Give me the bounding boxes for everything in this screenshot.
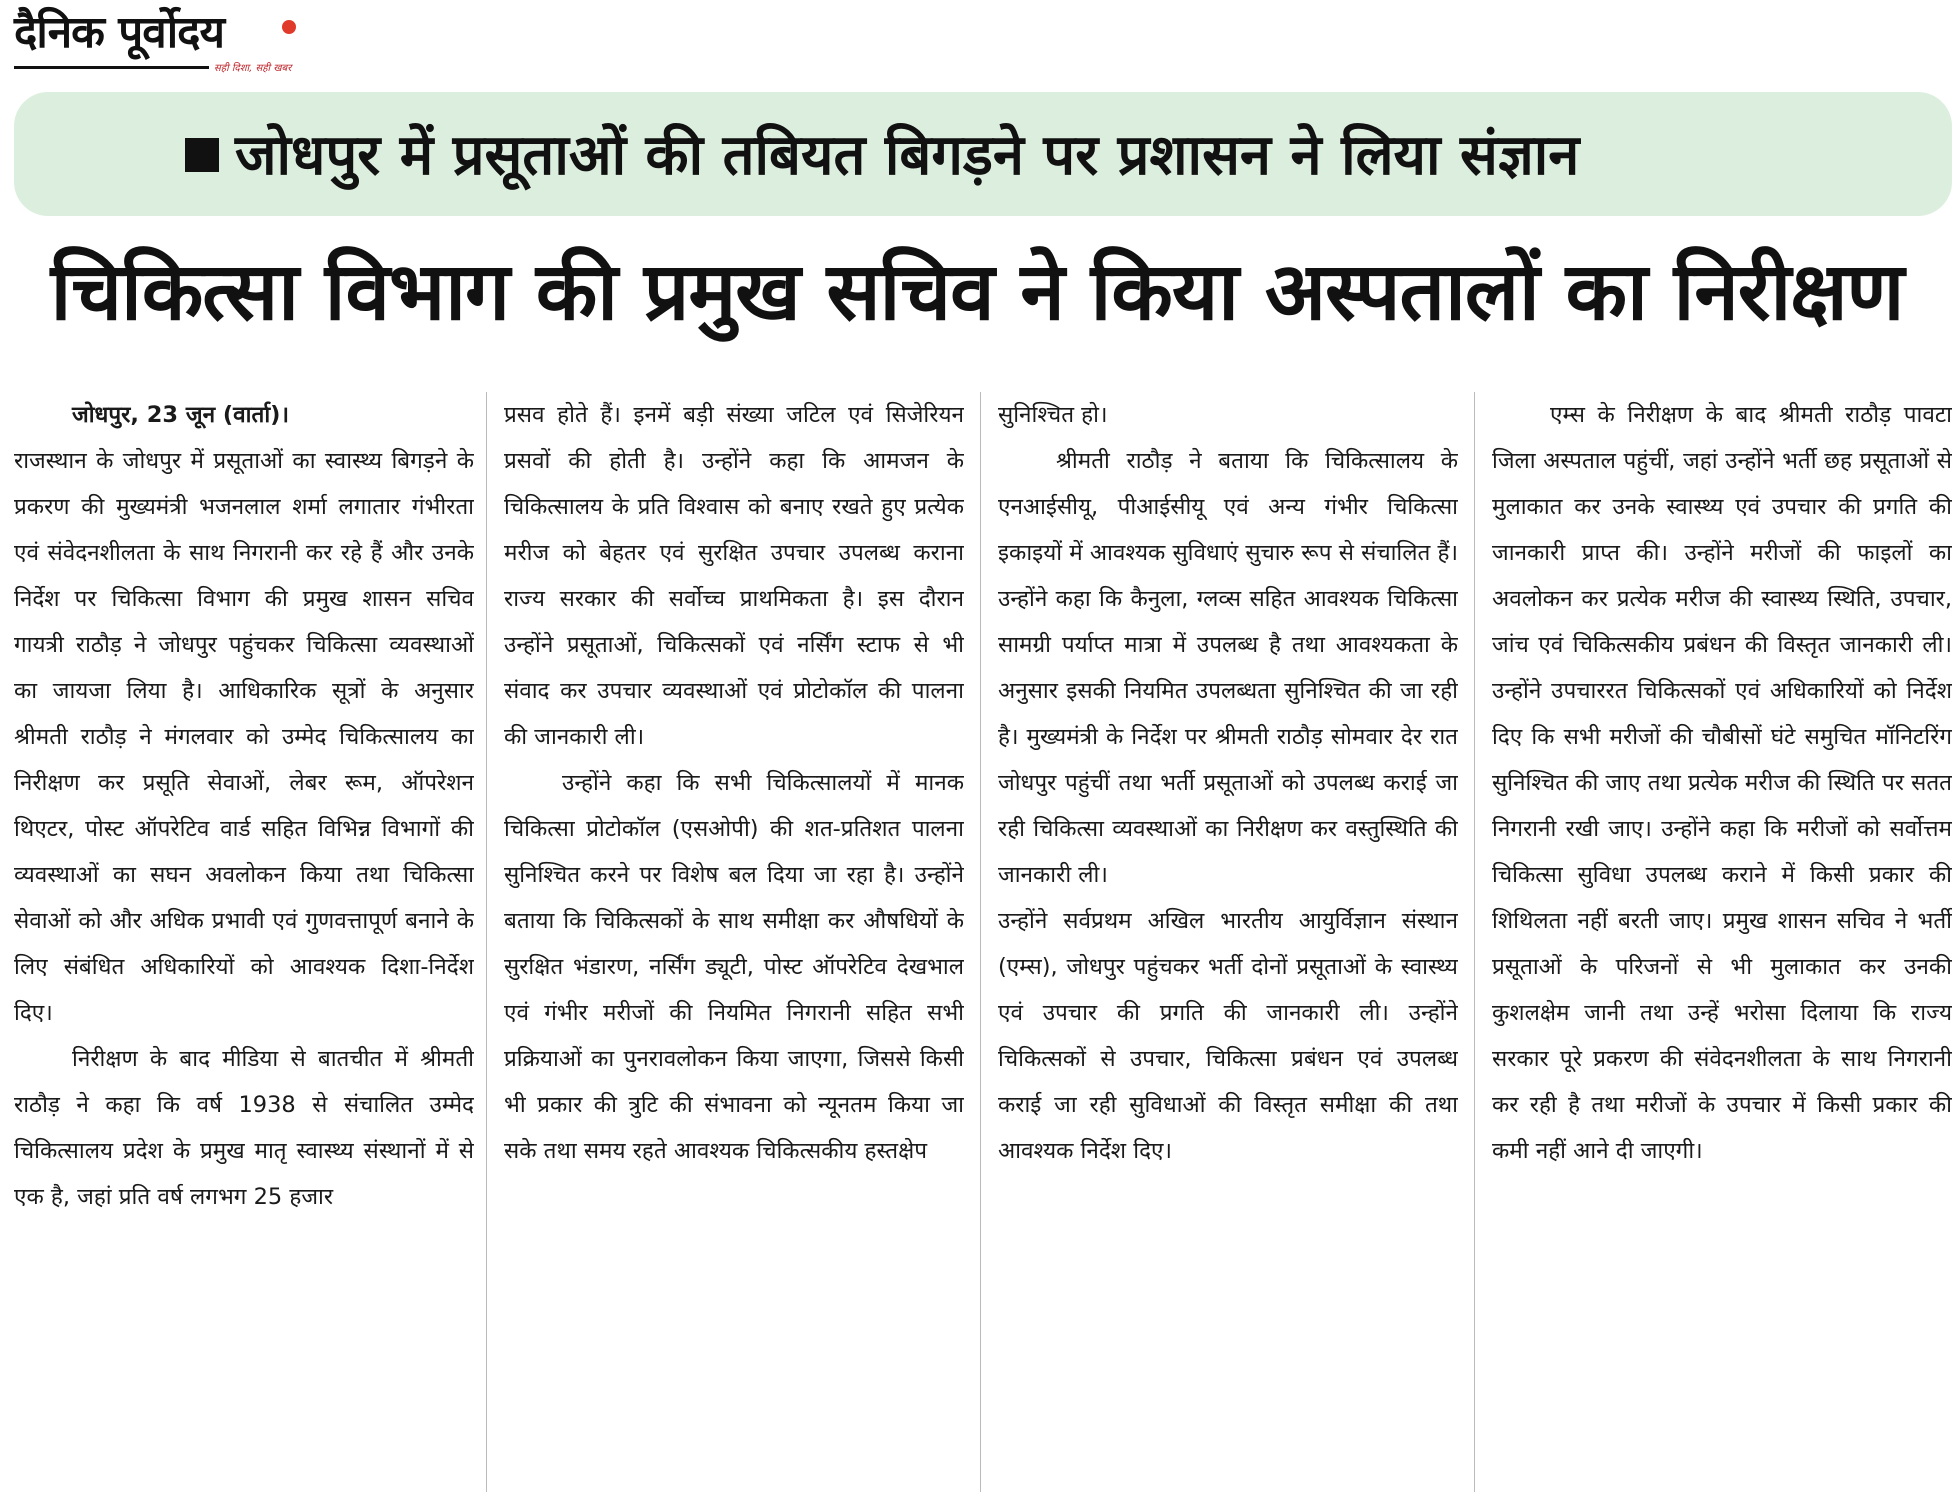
article-paragraph: निरीक्षण के बाद मीडिया से बातचीत में श्रीमती राठौड़ ने कहा कि वर्ष 1938 से संचालित उम्मेद चिकित्सालय प्रदेश के प्रमुख मातृ स्वास्थ्य संस्थानों में से एक है, जहां प्रति वर्ष लगभग 25 हजार — [14, 1046, 474, 1210]
article-column-2 — [504, 392, 964, 1492]
article-column-4 — [1492, 392, 1952, 1492]
article-paragraph: एम्स के निरीक्षण के बाद श्रीमती राठौड़ पावटा जिला अस्पताल पहुंचीं, जहां उन्होंने भर्ती छह प्रसूताओं से मुलाकात कर उनके स्वास्थ्य एवं उपचार की प्रगति की जानकारी प्राप्त की। उन्होंने मरीजों की फाइलों का अवलोकन कर प्रत्येक मरीज की स्वास्थ्य स्थिति, उपचार, जांच एवं चिकित्सकीय प्रबंधन की विस्तृत जानकारी ली। उन्होंने उपचाररत चिकित्सकों एवं अधिकारियों को निर्देश दिए कि सभी मरीजों की चौबीसों घंटे समुचित मॉनिटरिंग सुनिश्चित की जाए तथा प्रत्येक मरीज की स्थिति पर सतत निगरानी रखी जाए। उन्होंने कहा कि मरीजों को सर्वोत्तम चिकित्सा सुविधा उपलब्ध कराने में किसी प्रकार की शिथिलता नहीं बरती जाए। प्रमुख शासन सचिव ने भर्ती प्रसूताओं के परिजनों से भी मुलाकात कर उनकी कुशलक्षेम जानी तथा उन्हें भरोसा दिलाया कि राज्य सरकार पूरे प्रकरण की संवेदनशीलता के साथ निगरानी कर रही है तथा मरीजों के उपचार में किसी प्रकार की कमी नहीं आने दी जाएगी। — [1492, 402, 1952, 1164]
newspaper-name: दैनिक पूर्वोदय — [14, 7, 225, 58]
article-paragraph: राजस्थान के जोधपुर में प्रसूताओं का स्वास्थ्य बिगड़ने के प्रकरण की मुख्यमंत्री भजनलाल शर्मा लगातार गंभीरता एवं संवेदनशीलता के साथ निगरानी कर रहे हैं और उनके निर्देश पर चिकित्सा विभाग की प्रमुख शासन सचिव गायत्री राठौड़ ने जोधपुर पहुंचकर चिकित्सा व्यवस्थाओं का जायजा लिया है। आधिकारिक सूत्रों के अनुसार श्रीमती राठौड़ ने मंगलवार को उम्मेद चिकित्सालय का निरीक्षण कर प्रसूति सेवाओं, लेबर रूम, ऑपरेशन थिएटर, पोस्ट ऑपरेटिव वार्ड सहित विभिन्न विभागों की व्यवस्थाओं का सघन अवलोकन किया तथा चिकित्सा सेवाओं को और अधिक प्रभावी एवं गुणवत्तापूर्ण बनाने के लिए संबंधित अधिकारियों को आवश्यक दिशा-निर्देश दिए। — [14, 448, 474, 1026]
dateline: जोधपुर, 23 जून (वार्ता)। — [72, 402, 289, 428]
masthead-underline — [14, 66, 209, 69]
kicker-text: जोधपुर में प्रसूताओं की तबियत बिगड़ने पर प्रशासन ने लिया संज्ञान — [235, 123, 1580, 188]
masthead-logo — [14, 8, 304, 74]
column-divider — [980, 392, 981, 1492]
article-paragraph: उन्होंने सर्वप्रथम अखिल भारतीय आयुर्विज्ञान संस्थान (एम्स), जोधपुर पहुंचकर भर्ती दोनों प्रसूताओं के स्वास्थ्य एवं उपचार की प्रगति की जानकारी ली। उन्होंने चिकित्सकों से उपचार, चिकित्सा प्रबंधन एवं उपलब्ध कराई जा रही सुविधाओं की विस्तृत समीक्षा की तथा आवश्यक निर्देश दिए। — [998, 908, 1458, 1164]
column-divider — [486, 392, 487, 1492]
newspaper-tagline: सही दिशा, सही खबर — [214, 63, 292, 74]
square-bullet-icon — [185, 138, 219, 172]
kicker — [185, 114, 1945, 198]
article-paragraph: उन्होंने कहा कि सभी चिकित्सालयों में मानक चिकित्सा प्रोटोकॉल (एसओपी) की शत-प्रतिशत पालना सुनिश्चित करने पर विशेष बल दिया जा रहा है। उन्होंने बताया कि चिकित्सकों के साथ समीक्षा कर औषधियों के सुरक्षित भंडारण, नर्सिंग ड्यूटी, पोस्ट ऑपरेटिव देखभाल एवं गंभीर मरीजों की नियमित निगरानी सहित सभी प्रक्रियाओं का पुनरावलोकन किया जाएगा, जिससे किसी भी प्रकार की त्रुटि की संभावना को न्यूनतम किया जा सके तथा समय रहते आवश्यक चिकित्सकीय हस्तक्षेप — [504, 770, 964, 1164]
article-paragraph: श्रीमती राठौड़ ने बताया कि चिकित्सालय के एनआईसीयू, पीआईसीयू एवं अन्य गंभीर चिकित्सा इकाइयों में आवश्यक सुविधाएं सुचारु रूप से संचालित हैं। उन्होंने कहा कि कैनुला, ग्लव्स सहित आवश्यक चिकित्सा सामग्री पर्याप्त मात्रा में उपलब्ध है तथा आवश्यकता के अनुसार इसकी नियमित उपलब्धता सुनिश्चित की जा रही है। मुख्यमंत्री के निर्देश पर श्रीमती राठौड़ सोमवार देर रात जोधपुर पहुंचीं तथा भर्ती प्रसूताओं को उपलब्ध कराई जा रही चिकित्सा व्यवस्थाओं का निरीक्षण कर वस्तुस्थिति की जानकारी ली। — [998, 448, 1458, 888]
column-divider — [1474, 392, 1475, 1492]
article-paragraph: सुनिश्चित हो। — [998, 402, 1108, 428]
logo-dot-icon — [282, 20, 296, 34]
article-column-3 — [998, 392, 1458, 1492]
article-column-1 — [14, 392, 474, 1492]
article-paragraph: प्रसव होते हैं। इनमें बड़ी संख्या जटिल एवं सिजेरियन प्रसवों की होती है। उन्होंने कहा कि आमजन के चिकित्सालय के प्रति विश्वास को बनाए रखते हुए प्रत्येक मरीज को बेहतर एवं सुरक्षित उपचार उपलब्ध कराना राज्य सरकार की सर्वोच्च प्राथमिकता है। इस दौरान उन्होंने प्रसूताओं, चिकित्सकों एवं नर्सिंग स्टाफ से भी संवाद कर उपचार व्यवस्थाओं एवं प्रोटोकॉल की पालना की जानकारी ली। — [504, 402, 964, 750]
headline: चिकित्सा विभाग की प्रमुख सचिव ने किया अस्पतालों का निरीक्षण — [50, 245, 1904, 338]
article-dateline-paragraph — [14, 392, 474, 438]
